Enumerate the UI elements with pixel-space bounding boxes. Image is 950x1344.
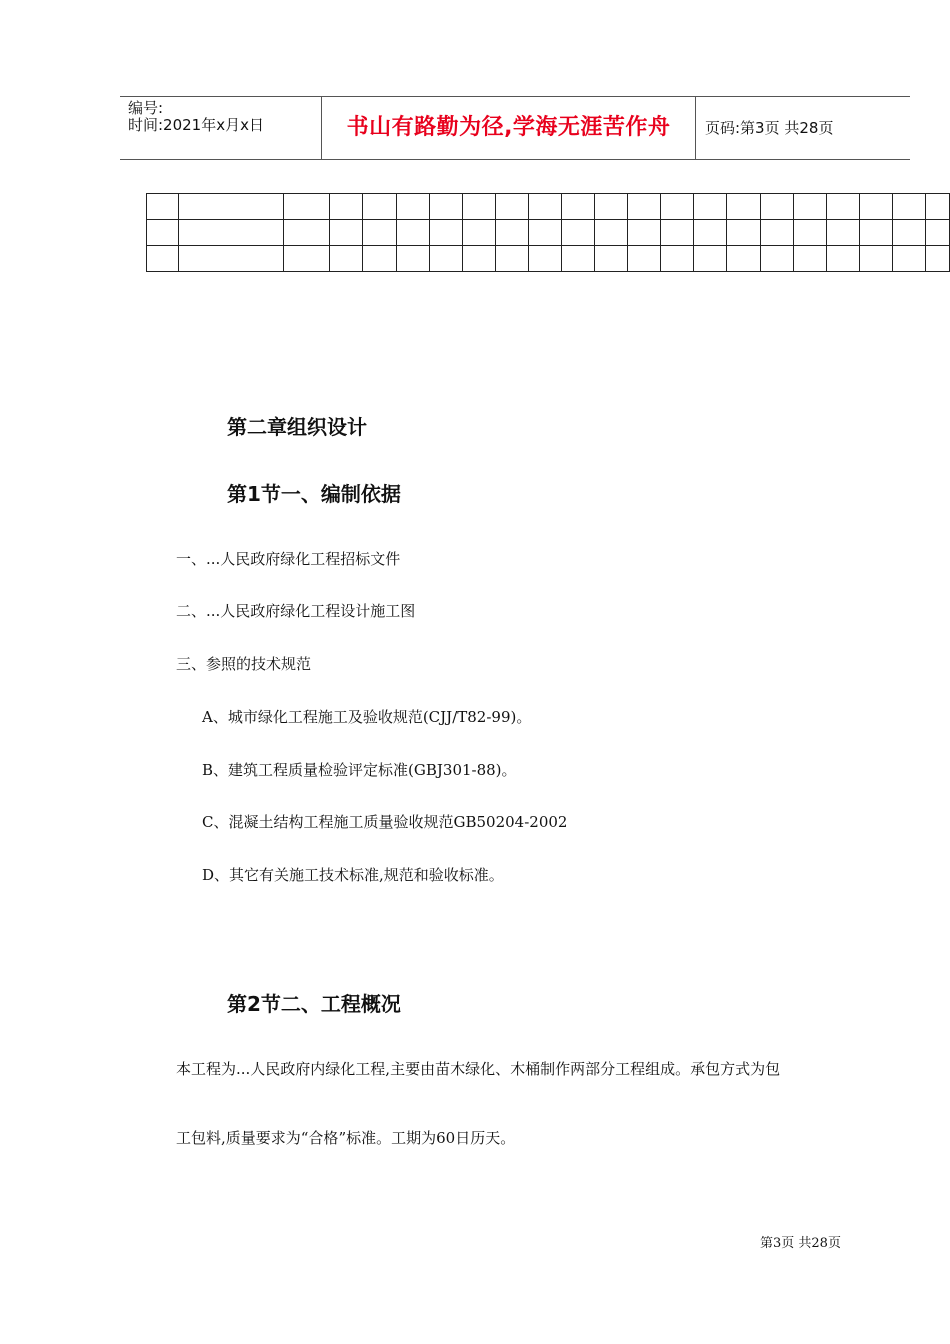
table-cell [562, 220, 595, 246]
table-cell [892, 246, 925, 272]
table-cell [284, 220, 330, 246]
table-cell [826, 220, 859, 246]
table-cell [793, 246, 826, 272]
sub-list-item: B、建筑工程质量检验评定标准(GBJ301-88)。 [202, 761, 517, 779]
table-cell [661, 246, 694, 272]
table-cell [926, 194, 950, 220]
table-cell [284, 194, 330, 220]
table-cell [284, 246, 330, 272]
header-page-number: 页码:第3页 共28页 [705, 119, 834, 137]
table-cell [595, 246, 628, 272]
table-cell [147, 246, 179, 272]
table-cell [859, 220, 892, 246]
table-cell [859, 194, 892, 220]
table-cell [147, 194, 179, 220]
overview-paragraph-line-1: 本工程为...人民政府内绿化工程,主要由苗木绿化、木桶制作两部分工程组成。承包方式为包 [176, 1060, 781, 1078]
sub-list-item: D、其它有关施工技术标准,规范和验收标准。 [202, 866, 504, 884]
table-cell [628, 194, 661, 220]
empty-table [146, 193, 950, 272]
header-page-cell [696, 97, 910, 159]
table-cell [396, 246, 429, 272]
table-cell [892, 194, 925, 220]
table-cell [429, 194, 462, 220]
table-cell [760, 246, 793, 272]
table-cell [495, 194, 528, 220]
table-cell [760, 220, 793, 246]
table-cell [562, 194, 595, 220]
table-cell [859, 246, 892, 272]
table-row [147, 194, 950, 220]
table-cell [495, 220, 528, 246]
table-row [147, 246, 950, 272]
time-label: 时间:2021年x月x日 [128, 116, 264, 134]
table-cell [363, 220, 396, 246]
page-header [120, 96, 910, 160]
table-cell [694, 220, 727, 246]
table-cell [826, 246, 859, 272]
table-cell [760, 194, 793, 220]
motto: 书山有路勤为径,学海无涯苦作舟 [346, 115, 671, 140]
header-motto-cell [322, 97, 696, 159]
table-cell [727, 194, 760, 220]
list-item: 二、...人民政府绿化工程设计施工图 [176, 602, 416, 620]
table-cell [330, 246, 363, 272]
footer-page-number: 第3页 共28页 [760, 1236, 841, 1251]
table-cell [330, 194, 363, 220]
table-cell [562, 246, 595, 272]
table-cell [892, 220, 925, 246]
table-cell [147, 220, 179, 246]
table-cell [661, 194, 694, 220]
number-label: 编号: [128, 99, 164, 117]
table-cell [429, 246, 462, 272]
overview-paragraph-line-2: 工包料,质量要求为“合格”标准。工期为60日历天。 [176, 1129, 516, 1147]
table-row [147, 220, 950, 246]
table-cell [363, 194, 396, 220]
table-cell [528, 246, 561, 272]
table-cell [396, 220, 429, 246]
table-cell [727, 246, 760, 272]
table-cell [179, 194, 284, 220]
sub-list-item: A、城市绿化工程施工及验收规范(CJJ/T82-99)。 [202, 708, 532, 726]
table-cell [528, 220, 561, 246]
table-cell [793, 194, 826, 220]
section-2-title: 第2节二、工程概况 [227, 992, 401, 1016]
table-cell [926, 220, 950, 246]
table-cell [595, 194, 628, 220]
table-cell [826, 194, 859, 220]
table-cell [179, 246, 284, 272]
table-cell [628, 220, 661, 246]
list-item: 一、...人民政府绿化工程招标文件 [176, 550, 401, 568]
section-1-title: 第1节一、编制依据 [227, 482, 401, 506]
table-cell [694, 194, 727, 220]
table-cell [528, 194, 561, 220]
table-cell [595, 220, 628, 246]
table-cell [462, 246, 495, 272]
table-cell [179, 220, 284, 246]
table-cell [363, 246, 396, 272]
table-cell [462, 220, 495, 246]
table-cell [330, 220, 363, 246]
table-cell [661, 220, 694, 246]
table-cell [462, 194, 495, 220]
table-cell [628, 246, 661, 272]
table-cell [926, 246, 950, 272]
table-cell [694, 246, 727, 272]
table-cell [495, 246, 528, 272]
table-cell [396, 194, 429, 220]
chapter-title: 第二章组织设计 [227, 415, 367, 439]
table-cell [727, 220, 760, 246]
list-item: 三、参照的技术规范 [176, 655, 312, 673]
table-cell [429, 220, 462, 246]
sub-list-item: C、混凝土结构工程施工质量验收规范GB50204-2002 [202, 813, 568, 831]
table-cell [793, 220, 826, 246]
header-meta-cell [120, 97, 322, 159]
